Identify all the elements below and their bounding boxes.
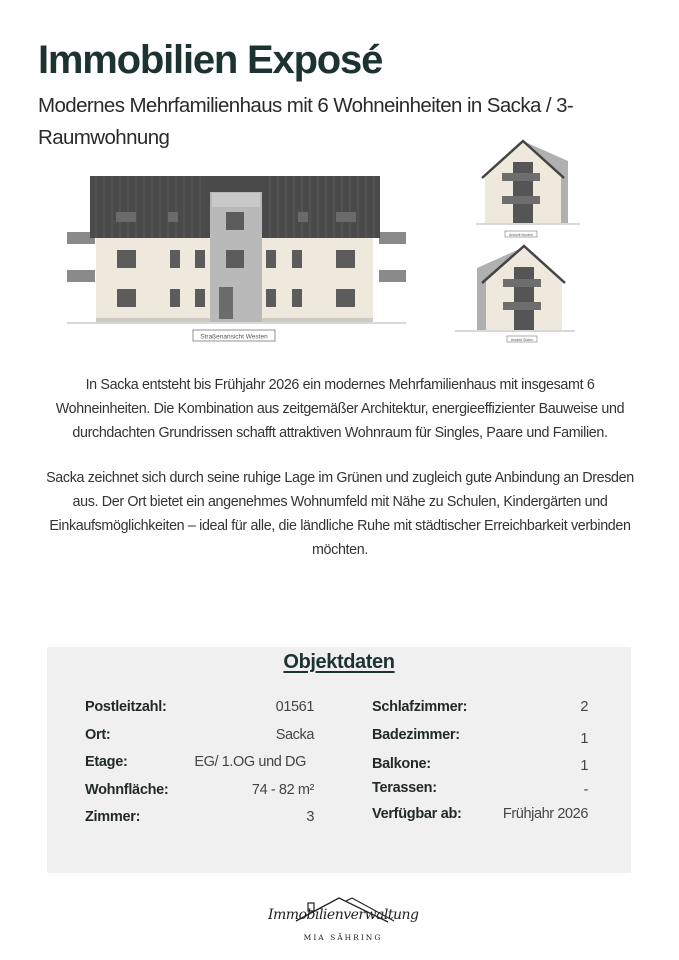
data-label: Terassen: — [372, 779, 437, 796]
svg-text:Ansicht Norden: Ansicht Norden — [509, 232, 533, 237]
data-row-zimmer — [85, 809, 314, 837]
data-value: 74 - 82 m² — [251, 781, 314, 798]
data-value: 3 — [306, 809, 314, 825]
data-value: 1 — [580, 730, 588, 747]
svg-text:Ansicht Süden: Ansicht Süden — [510, 337, 534, 342]
data-row-wohnflaeche — [85, 782, 314, 810]
data-label: Zimmer: — [85, 809, 141, 825]
page-title: Immobilien Exposé — [38, 38, 383, 82]
data-label: Wohnfläche: — [85, 781, 169, 798]
logo-script-text: Immobilienverwaltung — [268, 907, 419, 923]
side-elevation-north-drawing — [476, 141, 580, 237]
data-row-terassen — [372, 779, 588, 806]
data-value: 1 — [580, 758, 588, 774]
company-logo — [268, 893, 418, 953]
data-label: Verfügbar ab: — [372, 805, 462, 822]
data-row-ort — [85, 727, 314, 755]
objektdaten-panel — [47, 647, 631, 873]
description-paragraph-2: Sacka zeichnet sich durch seine ruhige Lage im Grünen und zugleich gute Anbindung an Dresden aus. Der Ort bietet ein angenehmes Wohnumfeld mit Nähe zu Schulen, Kindergärten und Einkaufsmöglichkeiten – ideal für alle, die ländliche Ruhe mit städtischer Erreichbarkeit verbinden möchten. — [46, 470, 634, 558]
data-row-balkone — [372, 754, 588, 782]
data-label: Postleitzahl: — [85, 699, 167, 715]
objektdaten-left-column — [85, 699, 314, 837]
objektdaten-title: Objektdaten — [283, 651, 395, 673]
data-row-badezimmer — [372, 727, 588, 755]
side-elevation-south-drawing — [455, 246, 575, 342]
data-label: Etage: — [85, 754, 128, 770]
data-value: - — [583, 781, 588, 798]
data-value: Sacka — [275, 726, 314, 743]
data-value: Frühjahr 2026 — [502, 805, 588, 822]
svg-text:Straßenansicht Westen: Straßenansicht Westen — [200, 333, 268, 341]
data-value: 01561 — [275, 699, 314, 715]
data-label: Badezimmer: — [372, 726, 460, 743]
data-label: Ort: — [85, 726, 111, 743]
data-label: Schlafzimmer: — [372, 699, 468, 715]
page-subtitle: Modernes Mehrfamilienhaus mit 6 Wohneinheiten in Sacka / 3-Raumwohnung — [38, 94, 574, 149]
data-label: Balkone: — [372, 756, 431, 772]
objektdaten-right-column — [372, 699, 588, 833]
data-row-etage — [85, 754, 314, 782]
architectural-drawings — [0, 0, 679, 360]
street-elevation-drawing — [67, 176, 406, 341]
logo-name-text: MIA SÄHRING — [303, 933, 383, 942]
data-value: EG/ 1.OG und DG — [194, 754, 306, 770]
data-row-postleitzahl — [85, 699, 314, 727]
data-row-schlafzimmer — [372, 699, 588, 727]
data-value: 2 — [580, 699, 588, 715]
data-row-verfuegbar — [372, 806, 588, 834]
description-paragraph-1: In Sacka entsteht bis Frühjahr 2026 ein modernes Mehrfamilienhaus mit insgesamt 6 Wohneinheiten. Die Kombination aus zeitgemäßer Architektur, energieeffizienter Bauweise und durchdachten Grundrissen schafft attraktiven Wohnraum für Singles, Paare und Familien. — [55, 377, 625, 441]
